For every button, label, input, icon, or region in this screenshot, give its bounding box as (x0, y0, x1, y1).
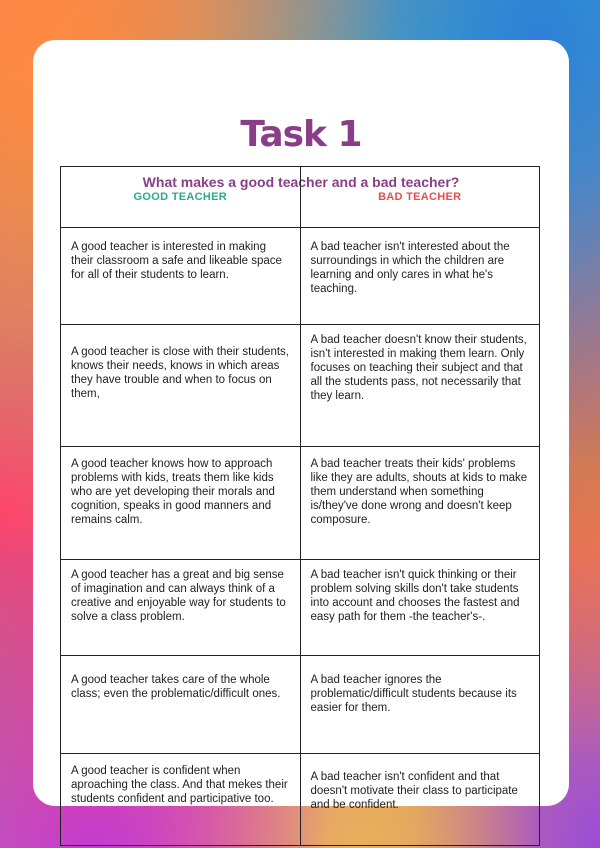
bad-teacher-cell: A bad teacher isn't quick thinking or their problem solving skills don't take students into account and chooses the fastest and easy path for them -the teacher's-. (300, 560, 540, 656)
table-row (61, 754, 540, 846)
good-teacher-cell: A good teacher is interested in making their classroom a safe and likeable space for all of their students to learn. (61, 228, 301, 325)
table-row (61, 560, 540, 656)
table-row (61, 447, 540, 560)
table-row (61, 325, 540, 447)
good-teacher-cell: A good teacher has a great and big sense of imagination and can always think of a creative and enjoyable way for students to solve a class problem. (61, 560, 301, 656)
comparison-table (60, 166, 540, 846)
bad-teacher-cell: A bad teacher doesn't know their students, isn't interested in making them learn. Only focuses on teaching their subject and that all the students pass, not necessarily that they learn. (300, 325, 540, 447)
worksheet-card (33, 40, 569, 811)
good-teacher-cell: A good teacher takes care of the whole class; even the problematic/difficult ones. (61, 656, 301, 754)
bad-teacher-cell: A bad teacher isn't interested about the surroundings in which the children are learning and only cares in what he's teaching. (300, 228, 540, 325)
task-question: What makes a good teacher and a bad teacher? (142, 174, 460, 190)
good-teacher-cell: A good teacher knows how to approach problems with kids, treats them like kids who are yet developing their morals and cognition, speaks in good manners and remains calm. (61, 447, 301, 560)
header-row (61, 167, 540, 228)
page-title: Task 1 (240, 114, 362, 155)
table-row (61, 228, 540, 325)
bad-teacher-cell: A bad teacher treats their kids' problems like they are adults, shouts at kids to make them understand when something is/they've done wrong and doesn't keep composure. (300, 447, 540, 560)
good-teacher-header: GOOD TEACHER (61, 167, 301, 228)
bad-teacher-cell: A bad teacher isn't confident and that doesn't motivate their class to participate and be confident. (300, 754, 540, 846)
table-row (61, 656, 540, 754)
bad-teacher-cell: A bad teacher ignores the problematic/difficult students because its easier for them. (300, 656, 540, 754)
good-teacher-cell: A good teacher is close with their students, knows their needs, knows in which areas they have trouble and when to focus on them, (61, 325, 301, 447)
bad-teacher-header: BAD TEACHER (300, 167, 540, 228)
good-teacher-cell: A good teacher is confident when aproaching the class. And that mekes their students confident and participative too. (61, 754, 301, 846)
